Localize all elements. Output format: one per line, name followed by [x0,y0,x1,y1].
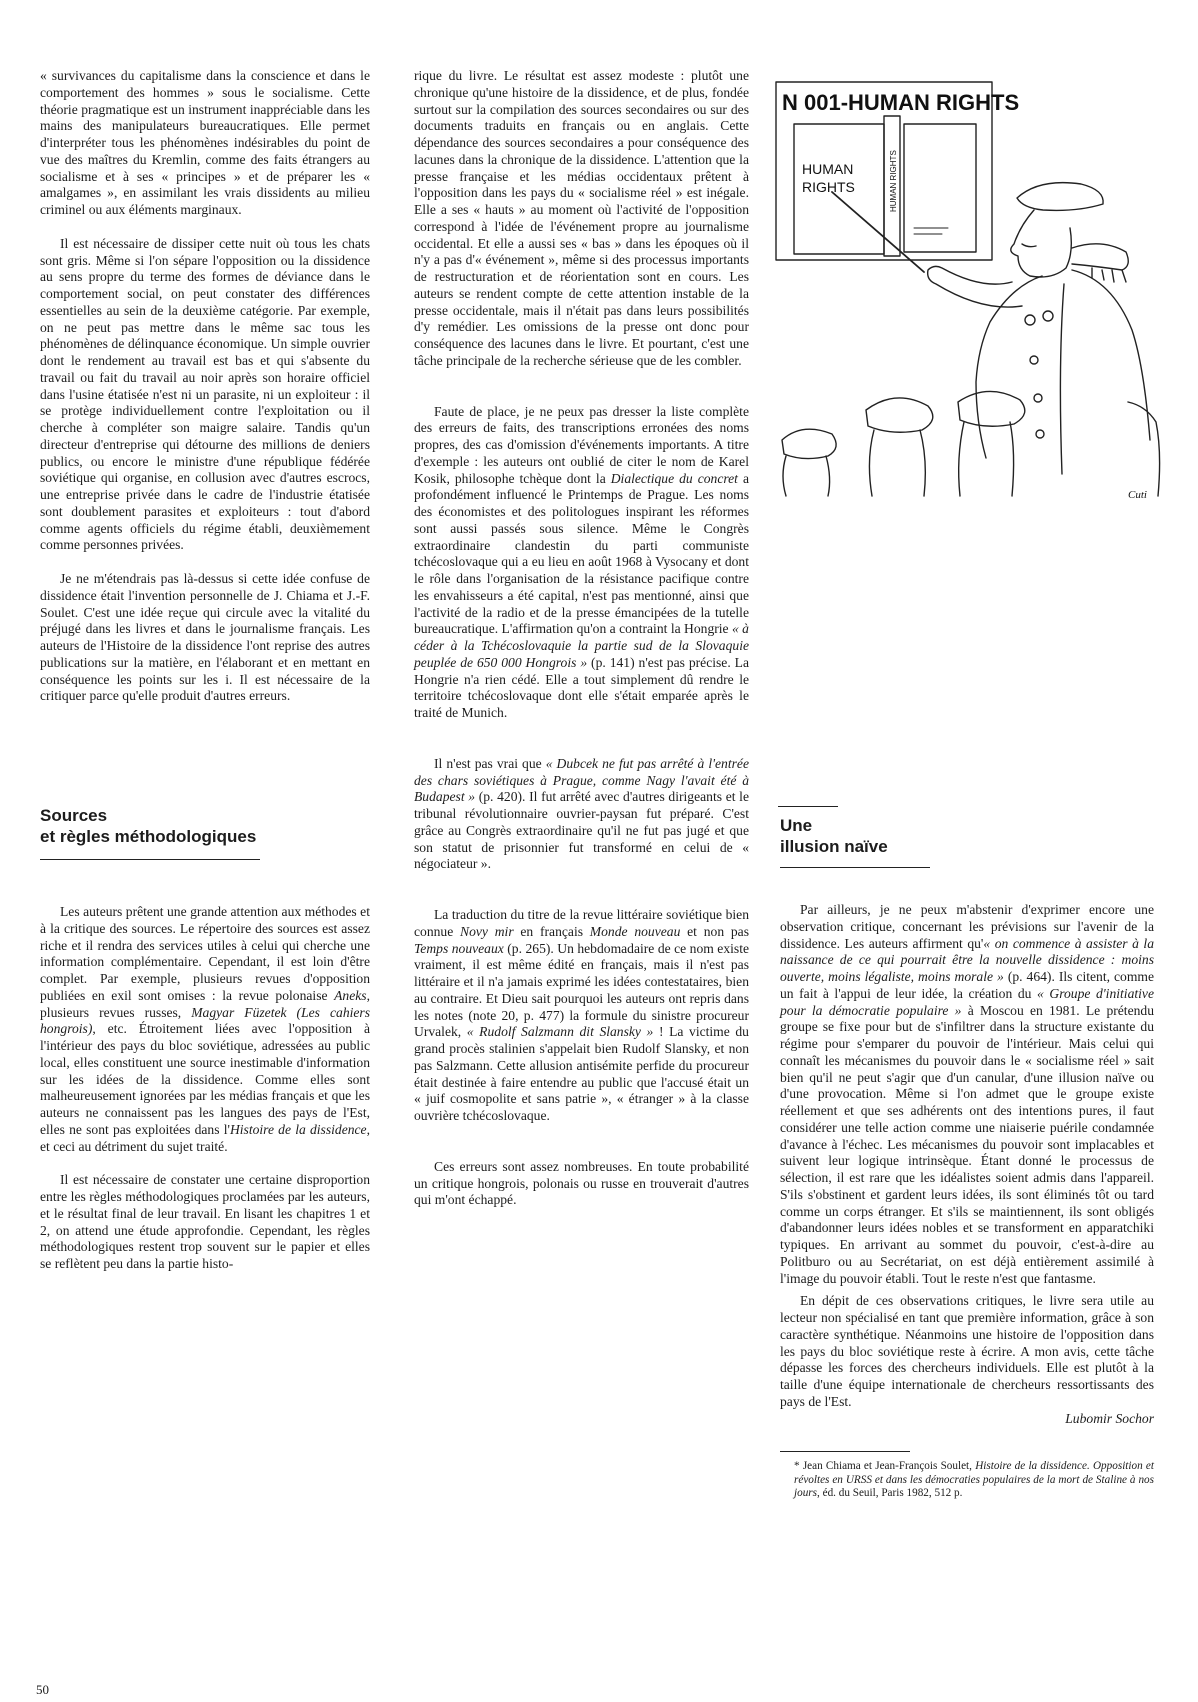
section-heading-illusion [780,815,1154,857]
author-signature: Lubomir Sochor [1065,1410,1154,1426]
book-label-line: RIGHTS [802,179,855,195]
column-right [780,806,1154,1501]
heading-line: Sources [40,806,108,825]
board-title: N 001-HUMAN RIGHTS [782,90,1020,115]
section-heading-sources [40,805,370,847]
paragraph: Ces erreurs sont assez nombreuses. En toute probabilité un critique hongrois, polonais ou russe en trouverait d'autres qui m'ont échappé. [414,1158,749,1208]
column-left [40,68,370,1273]
heading-line: Une [780,816,813,835]
paragraph: Les auteurs prêtent une grande attention aux méthodes et à la critique des sources. Le répertoire des sources est assez riche et il rendra des services utiles à celui qui cherche une information complémentaire. Cependant, il est loin d'être complet. Par exemple, plusieurs revues d'opposition publiées en exil sont omises : la revue polonaise Aneks, plusieurs revues russes, Magyar Füzetek (Les cahiers hongrois), etc. Étroitement liées avec l'opposition à l'intérieur des pays du bloc soviétique, adressées au public local, elles constituent une source inestimable d'information sur les idées de la dissidence. Comme elles sont malheureusement ignorées par les médias français et que les auteurs ne connaissent pas les langues des pays de l'Est, elles ne sont pas exploitées dans l'Histoire de la dissidence, et ceci au détriment du sujet traité. [40,904,371,1154]
paragraph: Il est nécessaire de constater une certaine disproportion entre les règles méthodologiques proclamées par les auteurs, et le résultat final de leur travail. En lisant les chapitres 1 et 2, on attend une étude approfondie. Cependant, les règles méthodologiques restent trop souvent sur le papier et elles se reflètent peu dans la partie histo- [40,1172,370,1271]
heading-rule [780,867,930,868]
heading-rule [40,859,260,860]
cartoon-illustration [772,80,1164,520]
paragraph: « survivances du capitalisme dans la conscience et dans le comportement des hommes » sous le socialisme. Cette théorie pragmatique est un instrument inappréciable dans les mains des manipulateurs bureaucratiques. Elle permet d'interpréter tous les phénomènes indésirables du point de vue des maîtres du Kremlin, comme des faits étrangers au socialisme et à ses « principes » et de préparer les « amalgames », en assimilant les vrais dissidents au milieu criminel ou aux éléments marginaux. [40,68,370,217]
book-spine-label: HUMAN RIGHTS [889,150,898,212]
heading-line: et règles méthodologiques [40,827,257,846]
officer-cap-small [782,429,836,458]
officer-cap [1017,183,1103,211]
artist-signature: Cuti [1128,489,1147,501]
footnote-rule [780,1451,910,1452]
paragraph: Il n'est pas vrai que « Dubcek ne fut pas arrêté à l'entrée des chars soviétiques à Prague, comme Nagy l'avait été à Budapest » (p. 420). Il fut arrêté avec d'autres dirigeants et le tribunal révolutionnaire ouvrier-paysan fut préparé. C'est grâce au Congrès extraordinaire qu'il ne fut pas jugé et que son statut de prisonnier fut transformé en celui de « négociateur ». [414,755,749,872]
paragraph: rique du livre. Le résultat est assez modeste : plutôt une chronique qu'une histoire de la dissidence, et de plus, fondée surtout sur la compilation des sources secondaires ou sur des documents traduits en français ou en anglais. Cette dépendance des sources secondaires a pour conséquence des lacunes dans la chronique de la dissidence. L'attention que la presse française et les médias occidentaux prêtent à l'opposition dans les pays du « socialisme réel » est inégale. Elle a ses « hauts » au moment où l'activité de l'opposition correspond à l'idée de l'événement propre au journalisme occidental. Et elle a aussi ses « bas » dans les époques où il n'y a pas d'« événement », même si des processus importants de restructuration et de réorientation sont en cours. Les auteurs se rendent compte de cette attention instable de la presse occidentale, mais il n'était pas dans leurs possibilités d'y remédier. Les omissions de la presse ont donc pour conséquence des lacunes dans le livre. Et pourtant, c'est une tâche principale de la recherche sérieuse que de les combler. [414,68,749,368]
paragraph: Par ailleurs, je ne peux m'abstenir d'exprimer encore une observation critique, concernant les prévisions sur l'avenir de la dissidence. Les auteurs affirment qu'« on commence à assister à la naissance de ce qui pourrait être la nouvelle dissidence : moins ouverte, moins légaliste, moins morale » (p. 464). Ils citent, comme un fait à l'appui de leur idée, la création du « Groupe d'initiative pour la démocratie populaire » à Moscou en 1981. Le prétendu groupe se fixe pour but de s'infiltrer dans la structure existante du régime pour s'emparer du pouvoir de l'intérieur. Mais celui qui connaît les mécanismes du pouvoir dans le « socialisme réel » sait bien qu'il ne peut s'agir que d'un canular, d'une illusion naïve ou d'une provocation. Même si l'on admet que le groupe existe réellement et que ses adhérents ont des intentions pures, il faut considérer une telle action comme une niaiserie puérile condamnée d'avance à l'échec. Les mécanismes du pouvoir sont implacables et suivent leur logique intrinsèque. Étant donné le processus de sélection, il est rare que les idéalistes soient admis dans l'appareil. S'ils s'obstinent et gardent leurs idées, ils sont éliminés tôt ou tard comme un corps étranger. Et s'ils se maintiennent, ils sont obligés d'abandonner leurs idées nobles et se transforment en apparatchiki typiques. En arrivant au sommet du pouvoir, c'est-à-dire au Politburo ou au Secrétariat, on est déjà entièrement assimilé à l'image du pouvoir établi. Tout le reste n'est que fantasme. [780,902,1155,1286]
paragraph: En dépit de ces observations critiques, le livre sera utile au lecteur non spécialisé en tant que première information, grâce à son caractère synthétique. Néanmoins une histoire de l'opposition dans les pays du bloc soviétique reste à écrire. A mon avis, cette tâche dépasse les forces des chercheurs individuels. Elle est plutôt à la taille d'une équipe internationale de chercheurs ressortissants des pays de l'Est. [780,1293,1154,1409]
paragraph: Faute de place, je ne peux pas dresser la liste complète des erreurs de faits, des transcriptions erronées des noms propres, des cas d'omission d'événements importants. A titre d'exemple : les auteurs ont oublié de citer le nom de Karel Kosik, philosophe tchèque dont la Dialectique du concret a profondément influencé le Printemps de Prague. Les noms des économistes et des politologues inspirant les réformes sont aussi passés sous silence. Même le Congrès extraordinaire clandestin du parti communiste tchécoslovaque qui a eu lieu en août 1968 à Vysocany et dont le rôle dans l'organisation de la résistance pacifique contre les envahisseurs a été capital, n'est pas mentionné, ainsi que l'activité de la radio et de la presse émancipées de la tutelle bureaucratique. L'affirmation qu'on a contraint la Hongrie « à céder à la Tchécoslovaquie la partie sud de la Slovaquie peuplée de 650 000 Hongrois » (p. 141) n'est pas précise. La Hongrie n'a rien cédé. Elle a tout simplement dû rendre le territoire tchécoslovaque dont elle s'était emparée après le traité de Munich. [414,403,749,720]
paragraph: La traduction du titre de la revue littéraire soviétique bien connue Novy mir en français Monde nouveau et non pas Temps nouveaux (p. 265). Un hebdomadaire de ce nom existe vraiment, il est même édité en français, mais il n'est pas littéraire et il n'a jamais exprimé les idées contestataires, bien au contraire. Et Dieu sait pourquoi les auteurs ont repris dans les notes (note 20, p. 477) la formule du sinistre procureur Urvalek, « Rudolf Salzmann dit Slansky » ! La victime du grand procès stalinien s'appelait bien Rudolf Slansky, et non pas Salzmann. Cette allusion antisémite perfide du procureur était destinée à faire entendre au public que l'accusé était un « juif cosmopolite et sans patrie », « étranger » à la classe ouvrière tchécoslovaque. [414,907,750,1123]
paragraph: Il est nécessaire de dissiper cette nuit où tous les chats sont gris. Même si l'on sépare l'opposition ou la dissidence au sens propre du terme des formes de déviance dans le comportement social, on peut constater des différences essentielles au sein de la deuxième catégorie. Par exemple, on ne peut pas mettre dans le même sac tous les phénomènes de délinquance économique. Un simple ouvrier dont le rendement au travail est bas et qui s'absente du travail ou fait du travail au noir après son horaire officiel dans l'usine étatisée n'est ni un parasite, ni un exploiteur : il se protège individuellement contre l'exploitation ou il cherche à compléter son maigre salaire. Tandis qu'un directeur d'entreprise qui détourne des millions de deniers publics, ou encore le ministre d'une république fédérée soviétique qui organise, en collusion avec d'autres escrocs, une entreprise privée dans le cadre de l'industrie étatisée sont doublement parasites et exploiteurs : tout d'abord comme agents officiels du régime établi, deuxièmement comme personnes privées. [40,235,370,553]
paragraph: Je ne m'étendrais pas là-dessus si cette idée confuse de dissidence était l'invention personnelle de J. Chiama et J.-F. Soulet. C'est une idée reçue qui circule avec la vitalité du préjugé dans les livres et dans le journalisme français. Les auteurs de l'Histoire de la dissidence l'ont reprise des autres publications sur la matière, en l'élaborant et en mettant en conséquence les points sur les i. Il est nécessaire de la critiquer parce qu'elle produit d'autres erreurs. [40,571,370,704]
heading-line: illusion naïve [780,837,888,856]
officer-coat [976,276,1042,458]
column-middle [414,68,749,1209]
book-label-line: HUMAN [802,161,854,177]
page-number: 50 [36,1682,49,1697]
heading-rule [778,806,838,807]
footnote: * Jean Chiama et Jean-François Soulet, Histoire de la dissidence. Opposition et révoltes en URSS et dans les démocraties populaires de la mort de Staline à nos jours, éd. du Seuil, Paris 1982, 512 p. [794,1460,1154,1500]
officer-cap-small [958,391,1025,426]
book-right [904,124,976,252]
officer-cap-small [866,398,933,432]
